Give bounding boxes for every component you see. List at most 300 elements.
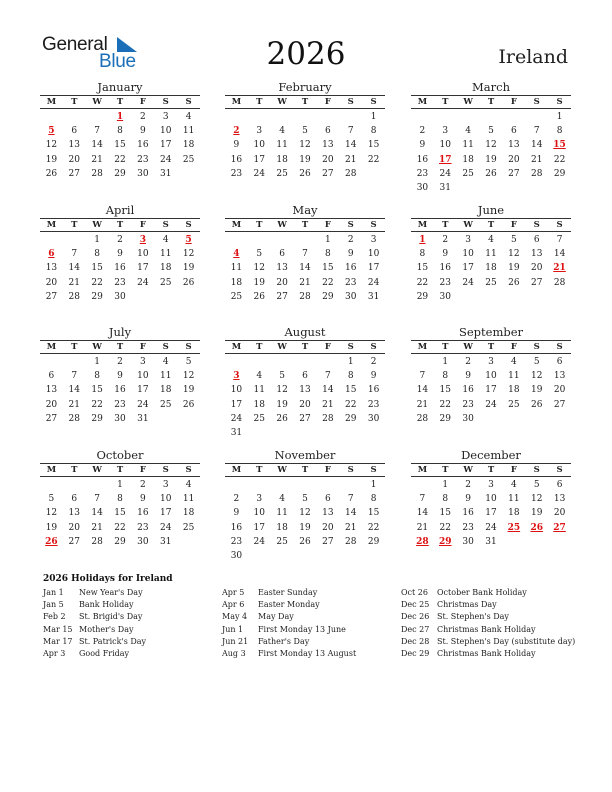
day-cell: 23 (137, 522, 149, 533)
day-cell: 24 (485, 399, 497, 410)
month-name: July (108, 325, 132, 339)
day-cell: 30 (230, 550, 243, 561)
empty-cell (480, 110, 503, 124)
weekday-label: T (301, 97, 309, 107)
holiday-name: St. Patrick's Day (79, 636, 147, 646)
weekday-label: S (556, 465, 563, 475)
month-november (225, 448, 385, 563)
holiday-name: Mother's Day (79, 624, 134, 634)
day-cell: 27 (508, 168, 520, 179)
day-cell: 30 (114, 291, 126, 302)
weekday-label: T (442, 342, 449, 352)
empty-cell (86, 478, 109, 492)
holiday-name: Father's Day (258, 636, 310, 646)
holiday-item (222, 648, 356, 660)
day-cell: 23 (416, 168, 429, 179)
day-cell: 13 (322, 140, 334, 151)
holiday-name: Christmas Bank Holiday (437, 624, 536, 634)
day-cell: 22 (553, 154, 566, 165)
holiday-item (401, 636, 575, 648)
empty-cell (248, 233, 271, 247)
holiday-day-cell: 4 (233, 249, 240, 260)
holiday-day-cell: 27 (553, 522, 566, 533)
day-cell: 22 (91, 399, 103, 410)
month-september (411, 325, 571, 426)
empty-cell (225, 110, 248, 124)
empty-cell (225, 355, 248, 369)
weekday-label: S (370, 97, 377, 107)
day-cell: 20 (322, 154, 334, 165)
day-cell: 31 (137, 413, 149, 424)
holiday-name: May Day (258, 612, 294, 622)
day-cell: 12 (530, 494, 543, 505)
holiday-day-cell: 29 (439, 536, 452, 547)
day-cell: 5 (510, 235, 517, 245)
day-cell: 16 (344, 263, 357, 274)
day-cell: 29 (322, 291, 334, 302)
holiday-date: Aug 3 (222, 648, 246, 658)
holiday-name: October Bank Holiday (437, 588, 527, 597)
day-cell: 7 (419, 494, 426, 505)
day-cell: 4 (510, 480, 517, 490)
day-cell: 16 (416, 154, 429, 165)
day-cell: 21 (416, 399, 429, 410)
weekday-label: F (510, 97, 517, 107)
day-cell: 23 (137, 154, 149, 165)
day-cell: 28 (91, 536, 103, 547)
day-cell: 9 (370, 371, 377, 382)
day-cell: 18 (182, 140, 195, 151)
day-cell: 18 (159, 385, 172, 396)
weekday-label: T (442, 465, 449, 475)
day-cell: 24 (230, 413, 243, 424)
day-cell: 15 (322, 263, 334, 274)
day-cell: 7 (347, 494, 354, 505)
day-cell: 9 (347, 249, 354, 260)
day-cell: 15 (367, 140, 380, 151)
empty-cell (294, 110, 317, 124)
empty-cell (63, 110, 86, 124)
day-cell: 22 (91, 277, 103, 288)
day-cell: 6 (279, 249, 285, 260)
holiday-date: Apr 6 (222, 600, 245, 610)
day-cell: 27 (530, 277, 543, 288)
holiday-date: May 4 (222, 612, 248, 622)
day-cell: 29 (416, 291, 429, 302)
day-cell: 1 (370, 480, 377, 490)
day-cell: 14 (299, 263, 311, 274)
weekday-label: S (185, 220, 192, 230)
day-cell: 11 (508, 371, 520, 382)
day-cell: 2 (465, 357, 471, 367)
day-cell: 8 (94, 371, 100, 382)
empty-cell (271, 355, 294, 369)
day-cell: 26 (508, 277, 520, 288)
weekday-label: W (463, 465, 473, 475)
holiday-day-cell: 28 (416, 536, 429, 547)
day-cell: 24 (159, 154, 172, 165)
day-cell: 1 (117, 480, 123, 490)
day-cell: 26 (530, 399, 543, 410)
holiday-day-cell: 3 (139, 235, 146, 245)
weekday-label: T (71, 220, 78, 230)
day-cell: 8 (419, 249, 426, 260)
day-cell: 14 (68, 385, 80, 396)
holiday-item (222, 599, 356, 611)
day-grid (411, 355, 571, 426)
day-cell: 18 (276, 522, 288, 533)
day-cell: 15 (114, 508, 126, 519)
weekday-header (40, 218, 200, 232)
holiday-item (401, 648, 575, 660)
day-cell: 27 (45, 413, 58, 424)
day-cell: 31 (230, 427, 243, 438)
holiday-item (401, 599, 575, 611)
day-cell: 2 (117, 235, 123, 245)
weekday-label: S (162, 220, 169, 230)
holiday-name: First Monday 13 August (258, 648, 357, 658)
empty-cell (248, 355, 271, 369)
weekday-label: S (533, 342, 540, 352)
day-grid (40, 110, 200, 181)
day-cell: 17 (137, 263, 149, 274)
day-cell: 12 (276, 385, 288, 396)
day-cell: 10 (439, 140, 451, 151)
empty-cell (271, 478, 294, 492)
day-cell: 11 (182, 126, 195, 137)
day-grid (40, 233, 200, 304)
empty-cell (40, 355, 63, 369)
holiday-item (401, 587, 575, 599)
day-cell: 9 (139, 494, 146, 505)
empty-cell (316, 478, 339, 492)
day-cell: 28 (68, 413, 80, 424)
day-cell: 24 (253, 536, 265, 547)
holiday-day-cell: 15 (553, 140, 566, 151)
day-cell: 30 (137, 168, 149, 179)
holiday-day-cell: 5 (185, 235, 192, 245)
day-cell: 2 (419, 126, 426, 137)
day-cell: 14 (344, 140, 357, 151)
day-cell: 12 (182, 249, 195, 260)
empty-cell (63, 233, 86, 247)
day-cell: 8 (117, 494, 123, 505)
day-cell: 15 (439, 385, 451, 396)
day-cell: 20 (68, 522, 80, 533)
day-cell: 24 (439, 168, 451, 179)
day-cell: 20 (45, 277, 58, 288)
weekday-label: W (463, 342, 473, 352)
page-title-year: 2026 (266, 36, 346, 72)
weekday-label: S (533, 220, 540, 230)
day-cell: 22 (114, 154, 126, 165)
month-february (225, 80, 385, 181)
day-cell: 17 (462, 263, 474, 274)
day-cell: 6 (71, 494, 78, 505)
day-cell: 27 (68, 536, 80, 547)
day-cell: 20 (530, 263, 543, 274)
country-name: Ireland (498, 46, 568, 68)
day-cell: 6 (324, 126, 331, 137)
day-cell: 4 (162, 357, 169, 367)
day-cell: 31 (159, 536, 172, 547)
weekday-label: M (417, 342, 428, 352)
day-cell: 8 (94, 249, 100, 260)
weekday-label: T (442, 97, 449, 107)
day-cell: 3 (488, 480, 494, 490)
day-cell: 3 (139, 357, 146, 367)
day-cell: 16 (230, 522, 243, 533)
weekday-header (225, 218, 385, 232)
weekday-label: W (463, 97, 473, 107)
holiday-day-cell: 25 (507, 522, 521, 533)
holiday-name: St. Stephen's Day (substitute day) (437, 636, 576, 646)
day-cell: 5 (185, 357, 192, 367)
empty-cell (457, 110, 480, 124)
day-cell: 1 (442, 357, 449, 367)
day-cell: 25 (508, 399, 520, 410)
weekday-label: T (71, 342, 78, 352)
day-cell: 7 (302, 249, 308, 260)
day-cell: 4 (488, 235, 494, 245)
day-cell: 14 (416, 385, 429, 396)
day-cell: 13 (68, 508, 80, 519)
day-cell: 21 (68, 277, 80, 288)
day-cell: 21 (416, 522, 429, 533)
day-cell: 2 (347, 235, 354, 245)
day-cell: 27 (322, 168, 334, 179)
weekday-label: T (301, 342, 309, 352)
weekday-label: F (139, 342, 146, 352)
day-cell: 24 (137, 399, 149, 410)
holiday-date: Jun 1 (222, 624, 244, 634)
day-cell: 22 (367, 522, 380, 533)
day-cell: 21 (68, 399, 80, 410)
day-cell: 13 (322, 508, 334, 519)
day-cell: 19 (508, 263, 520, 274)
month-name: November (274, 448, 336, 462)
holiday-name: Good Friday (79, 648, 130, 658)
logo-text-blue: Blue (99, 51, 136, 72)
day-cell: 8 (442, 494, 449, 505)
day-cell: 21 (91, 154, 103, 165)
day-cell: 10 (253, 140, 265, 151)
day-cell: 3 (162, 112, 169, 122)
holiday-item (43, 648, 146, 660)
empty-cell (225, 478, 248, 492)
weekday-label: M (46, 220, 57, 230)
day-cell: 4 (185, 480, 192, 490)
day-cell: 13 (530, 249, 543, 260)
empty-cell (411, 355, 434, 369)
day-cell: 11 (230, 263, 243, 274)
day-cell: 15 (91, 385, 103, 396)
holiday-name: First Monday 13 June (258, 624, 346, 634)
day-cell: 25 (462, 168, 474, 179)
day-cell: 25 (253, 413, 265, 424)
day-cell: 4 (256, 371, 263, 382)
day-cell: 14 (322, 385, 334, 396)
day-cell: 1 (94, 235, 100, 245)
day-cell: 18 (230, 277, 243, 288)
weekday-header (411, 340, 571, 354)
month-name: March (472, 80, 510, 94)
day-cell: 2 (442, 235, 449, 245)
day-cell: 18 (508, 508, 520, 519)
day-cell: 18 (508, 385, 520, 396)
day-cell: 16 (230, 154, 243, 165)
holiday-date: Dec 25 (401, 600, 430, 610)
month-name: August (284, 325, 326, 339)
day-cell: 20 (68, 154, 80, 165)
day-cell: 30 (462, 413, 474, 424)
holiday-date: Dec 28 (401, 636, 430, 646)
weekday-label: M (46, 465, 57, 475)
holiday-item (43, 636, 146, 648)
weekday-label: W (277, 465, 287, 475)
day-cell: 23 (230, 168, 243, 179)
day-cell: 28 (416, 413, 429, 424)
weekday-label: W (92, 97, 102, 107)
day-cell: 19 (530, 508, 543, 519)
day-cell: 17 (253, 154, 265, 165)
weekday-label: S (370, 220, 377, 230)
weekday-label: T (256, 465, 263, 475)
weekday-label: T (71, 97, 78, 107)
weekday-label: S (162, 97, 169, 107)
day-cell: 26 (253, 291, 265, 302)
day-cell: 18 (276, 154, 288, 165)
day-cell: 8 (370, 126, 377, 137)
day-cell: 9 (419, 140, 426, 151)
day-cell: 10 (159, 494, 172, 505)
weekday-label: F (510, 220, 517, 230)
weekday-label: M (417, 465, 428, 475)
day-cell: 20 (508, 154, 520, 165)
day-cell: 20 (322, 522, 334, 533)
weekday-label: F (139, 220, 146, 230)
day-cell: 14 (68, 263, 80, 274)
day-cell: 13 (553, 494, 566, 505)
weekday-header (40, 95, 200, 109)
weekday-label: W (277, 342, 287, 352)
day-cell: 7 (419, 371, 426, 382)
holiday-date: Oct 26 (401, 588, 428, 597)
day-cell: 31 (485, 536, 497, 547)
holiday-date: Apr 5 (222, 588, 245, 597)
weekday-label: T (116, 465, 124, 475)
month-june (411, 203, 571, 304)
holiday-day-cell: 26 (530, 522, 543, 533)
day-cell: 22 (322, 277, 334, 288)
day-cell: 18 (485, 263, 497, 274)
holiday-date: Jan 5 (43, 600, 64, 610)
day-cell: 5 (48, 494, 55, 505)
day-cell: 27 (299, 413, 311, 424)
weekday-header (40, 340, 200, 354)
day-cell: 8 (324, 249, 331, 260)
weekday-label: W (463, 220, 473, 230)
day-cell: 4 (279, 494, 285, 505)
weekday-label: W (277, 220, 287, 230)
weekday-label: F (324, 220, 331, 230)
day-cell: 29 (344, 413, 357, 424)
day-cell: 25 (159, 399, 172, 410)
day-cell: 17 (485, 508, 497, 519)
day-cell: 27 (276, 291, 288, 302)
day-cell: 10 (230, 385, 243, 396)
day-cell: 30 (367, 413, 380, 424)
weekday-label: S (162, 342, 169, 352)
day-cell: 26 (182, 277, 195, 288)
weekday-label: F (324, 97, 331, 107)
day-cell: 6 (302, 371, 308, 382)
holiday-item (222, 611, 356, 623)
day-cell: 9 (117, 371, 123, 382)
month-name: May (292, 203, 318, 217)
day-cell: 3 (256, 494, 263, 505)
day-cell: 27 (45, 291, 58, 302)
day-cell: 5 (279, 371, 285, 382)
month-name: December (461, 448, 521, 462)
day-cell: 12 (508, 249, 520, 260)
month-name: February (278, 80, 332, 94)
day-cell: 6 (510, 126, 517, 137)
day-cell: 18 (159, 263, 172, 274)
day-cell: 12 (299, 140, 311, 151)
day-cell: 8 (442, 371, 449, 382)
weekday-label: W (92, 465, 102, 475)
holiday-day-cell: 21 (553, 263, 566, 274)
day-cell: 7 (324, 371, 331, 382)
day-cell: 24 (159, 522, 172, 533)
day-cell: 7 (347, 126, 354, 137)
day-grid (225, 478, 385, 563)
weekday-header (411, 218, 571, 232)
day-cell: 11 (253, 385, 265, 396)
day-cell: 11 (276, 508, 288, 519)
day-cell: 26 (276, 413, 288, 424)
holiday-date: Mar 15 (43, 624, 73, 634)
day-cell: 10 (159, 126, 172, 137)
day-cell: 19 (485, 154, 497, 165)
weekday-label: T (116, 97, 124, 107)
day-cell: 5 (488, 126, 494, 137)
weekday-label: S (347, 220, 354, 230)
day-cell: 30 (462, 536, 474, 547)
day-cell: 10 (462, 249, 474, 260)
weekday-label: S (347, 97, 354, 107)
day-cell: 27 (68, 168, 80, 179)
day-cell: 24 (367, 277, 380, 288)
day-cell: 23 (367, 399, 380, 410)
day-cell: 3 (488, 357, 494, 367)
holiday-column (43, 587, 146, 660)
day-grid (225, 355, 385, 440)
day-cell: 28 (344, 536, 357, 547)
day-cell: 22 (439, 399, 451, 410)
day-cell: 15 (114, 140, 126, 151)
day-cell: 21 (299, 277, 311, 288)
weekday-label: M (231, 342, 242, 352)
day-grid (40, 478, 200, 549)
day-cell: 6 (48, 371, 55, 382)
day-cell: 15 (416, 263, 429, 274)
weekday-label: M (231, 465, 242, 475)
month-name: June (477, 203, 505, 217)
weekday-header (411, 95, 571, 109)
day-cell: 6 (556, 357, 563, 367)
